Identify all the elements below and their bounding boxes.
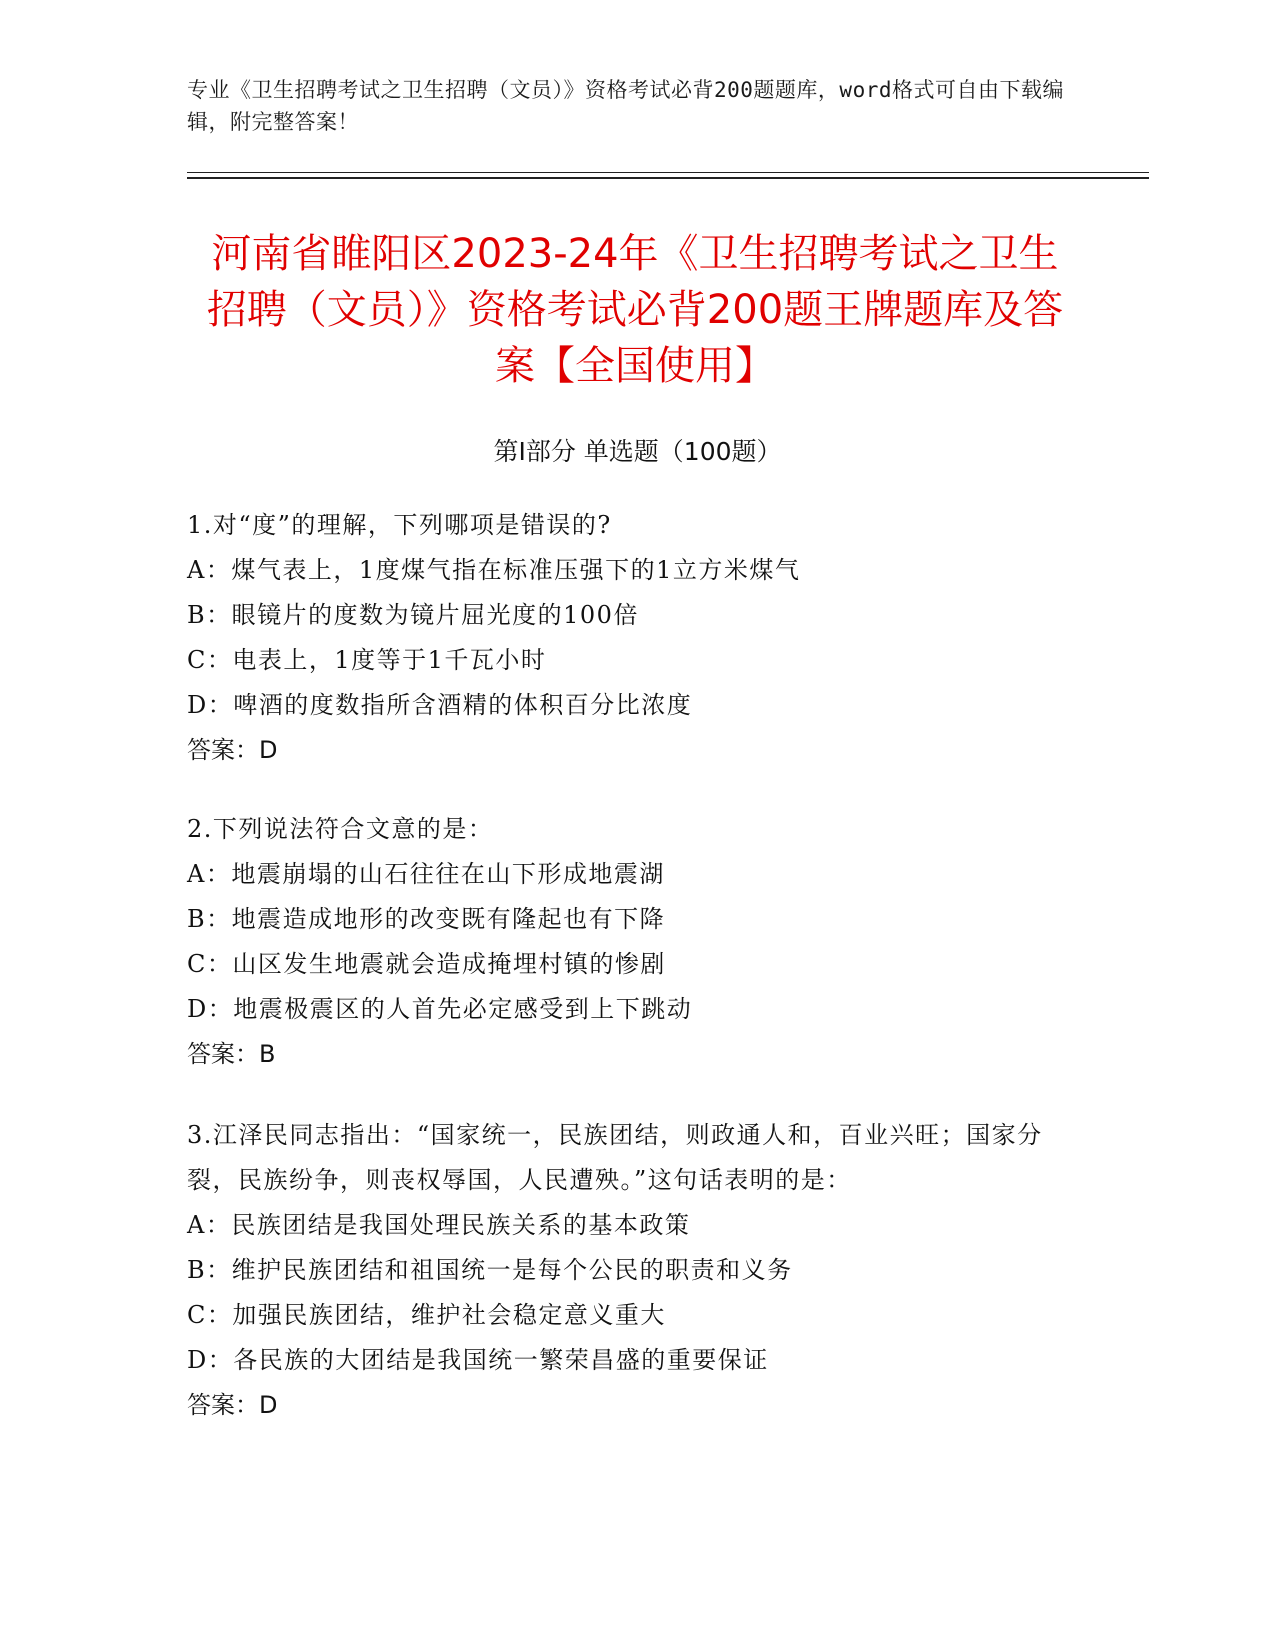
option-d: D：啤酒的度数指所含酒精的体积百分比浓度 — [187, 691, 693, 719]
question-answer: 答案：D — [187, 736, 278, 764]
question-answer: 答案：D — [187, 1391, 278, 1419]
option-a: A：民族团结是我国处理民族关系的基本政策 — [187, 1211, 691, 1239]
question-3 — [187, 1113, 1067, 1428]
option-a: A：煤气表上，1度煤气指在标准压强下的1立方米煤气 — [187, 556, 801, 584]
header-rule-thin — [187, 172, 1149, 173]
option-b: B：眼镜片的度数为镜片屈光度的100倍 — [187, 601, 639, 629]
section-title: 第I部分 单选题（100题） — [493, 437, 782, 466]
option-c: C：电表上，1度等于1千瓦小时 — [187, 646, 547, 674]
question-answer: 答案：B — [187, 1040, 276, 1068]
option-b: B：维护民族团结和祖国统一是每个公民的职责和义务 — [187, 1256, 793, 1284]
question-1 — [187, 503, 1067, 773]
option-d: D：各民族的大团结是我国统一繁荣昌盛的重要保证 — [187, 1346, 769, 1374]
option-d: D：地震极震区的人首先必定感受到上下跳动 — [187, 995, 693, 1023]
header-rule-thick — [187, 177, 1149, 179]
option-b: B：地震造成地形的改变既有隆起也有下降 — [187, 905, 666, 933]
option-c: C：山区发生地震就会造成掩埋村镇的惨剧 — [187, 950, 666, 978]
document-title: 河南省睢阳区2023-24年《卫生招聘考试之卫生招聘（文员）》资格考试必背200题王牌题库及答案【全国使用】 — [206, 231, 1064, 389]
question-2 — [187, 807, 1067, 1077]
question-stem: 1.对“度”的理解，下列哪项是错误的? — [187, 511, 612, 539]
header-note: 专业《卫生招聘考试之卫生招聘（文员）》资格考试必背200题题库，word格式可自由下载编辑，附完整答案！ — [187, 78, 1064, 134]
question-stem: 3.江泽民同志指出：“国家统一，民族团结，则政通人和，百业兴旺；国家分裂，民族纷争，则丧权辱国，人民遭殃。”这句话表明的是： — [187, 1121, 1043, 1194]
question-stem: 2.下列说法符合文意的是： — [187, 815, 494, 843]
option-a: A：地震崩塌的山石往往在山下形成地震湖 — [187, 860, 665, 888]
option-c: C：加强民族团结，维护社会稳定意义重大 — [187, 1301, 666, 1329]
